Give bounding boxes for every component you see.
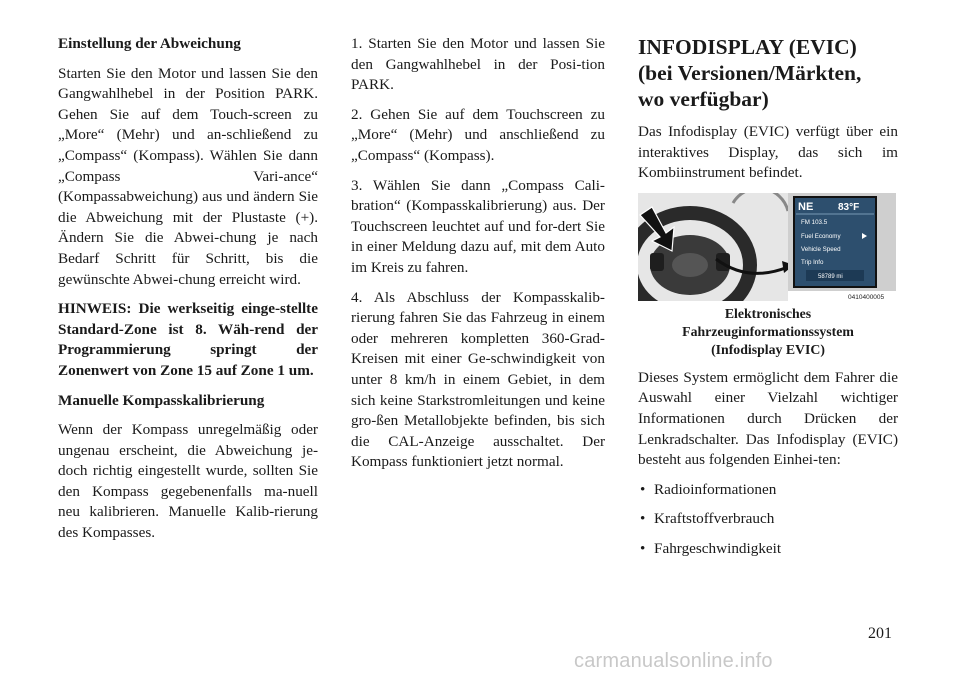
display-item-speed: Vehicle Speed (801, 245, 841, 253)
section-heading-abweichung: Einstellung der Abweichung (58, 35, 241, 52)
figure-caption (638, 305, 898, 359)
right-column (638, 34, 898, 569)
feature-list (638, 480, 898, 560)
display-item-radio: FM 103.5 (801, 218, 828, 226)
paragraph-body: Dieses System ermöglicht dem Fahrer die Auswahl einer Vielzahl wichtiger Informationen durch Drücken der Lenkradschalter. Das Infodisplay (EVIC) besteht aus folgenden Einhei-ten: (638, 368, 898, 469)
step-4: 4. Als Abschluss der Kompasskalib-rierung fahren Sie das Fahrzeug in einem oder mehreren kompletten 360-Grad-Kreisen mit einer Ge-schwindigkeit von unter 8 km/h in einem Gebiet, in dem sich keine Starkstromleitungen und keine gro-ßen Metallobjekte befinden, bis sich die CAL-Anzeige ausschaltet. Der Kompass funktioniert jetzt normal. (351, 288, 605, 471)
display-odometer: 58789 mi (818, 273, 843, 280)
list-item: • Radioinformationen (638, 480, 898, 501)
step-1: 1. Starten Sie den Motor und lassen Sie den Gangwahlhebel in der Posi-tion PARK. (351, 35, 605, 94)
list-item: • Fahrgeschwindigkeit (638, 539, 898, 560)
left-column (58, 34, 318, 553)
title-line-3: wo verfügbar) (638, 87, 769, 111)
paragraph-abweichung: Starten Sie den Motor und lassen Sie den Gangwahlhebel in der Position PARK. Gehen Sie auf dem Touch-screen zu „More“ (Mehr) und an-schließend zu „Compass“ (Kompass). Wählen Sie dann „Compass Vari-ance“ (Kompassabweichung) aus und ändern Sie die Abweichung mit der Plustaste (+). Ändern Sie die Abwei-chung je nach Bedarf Schritt für Schritt, bis die gewünschte Abwei-chung erreicht wird. (58, 64, 318, 288)
caption-line-3: (Infodisplay EVIC) (711, 341, 825, 357)
step-3: 3. Wählen Sie dann „Compass Cali-bration“ (Kompasskalibrierung) aus. Der Touchscreen leuchtet auf und for-dert Sie in einer Meldung dazu auf, mit dem Auto im Kreis zu fahren. (351, 176, 605, 276)
display-item-trip: Trip Info (801, 258, 824, 266)
paragraph-intro: Das Infodisplay (EVIC) verfügt über ein interaktives Display, das sich im Kombiinstrument befindet. (638, 123, 898, 182)
paragraph-kalibrierung: Wenn der Kompass unregelmäßig oder ungenau erscheint, die Abweichung je-doch richtig eingestellt wurde, sollten Sie den Kompass gegebenenfalls ma-nuell neu kalibrieren. Manuelle Kalib-rierung des Kompasses. (58, 421, 318, 542)
steering-wheel-illustration (638, 193, 896, 301)
figure-id: 0410400005 (848, 293, 885, 301)
page-number: 201 (868, 625, 892, 642)
note-hinweis: HINWEIS: Die werkseitig einge-stellte Standard-Zone ist 8. Wäh-rend der Programmierung springt der Zonenwert von Zone 15 auf Zone 1 um. (58, 300, 318, 379)
display-item-fuel: Fuel Economy (801, 232, 841, 240)
steering-switch-left (650, 253, 664, 271)
list-item: • Kraftstoffverbrauch (638, 509, 898, 530)
title-line-1: INFODISPLAY (EVIC) (638, 35, 857, 59)
display-temp: 83°F (838, 201, 860, 213)
section-title-infodisplay (638, 34, 898, 112)
watermark: carmanualsonline.info (574, 650, 773, 672)
section-heading-kalibrierung: Manuelle Kompasskalibrierung (58, 391, 265, 409)
caption-line-1: Elektronisches (724, 305, 812, 321)
title-line-2: (bei Versionen/Märkten, (638, 61, 862, 85)
evic-figure (638, 193, 896, 301)
display-heading: NE (798, 200, 814, 213)
step-2: 2. Gehen Sie auf dem Touchscreen zu „More“ (Mehr) und anschließend zu „Compass“ (Kompass). (351, 105, 605, 164)
caption-line-2: Fahrzeuginformationssystem (682, 323, 854, 339)
middle-column (351, 34, 605, 482)
